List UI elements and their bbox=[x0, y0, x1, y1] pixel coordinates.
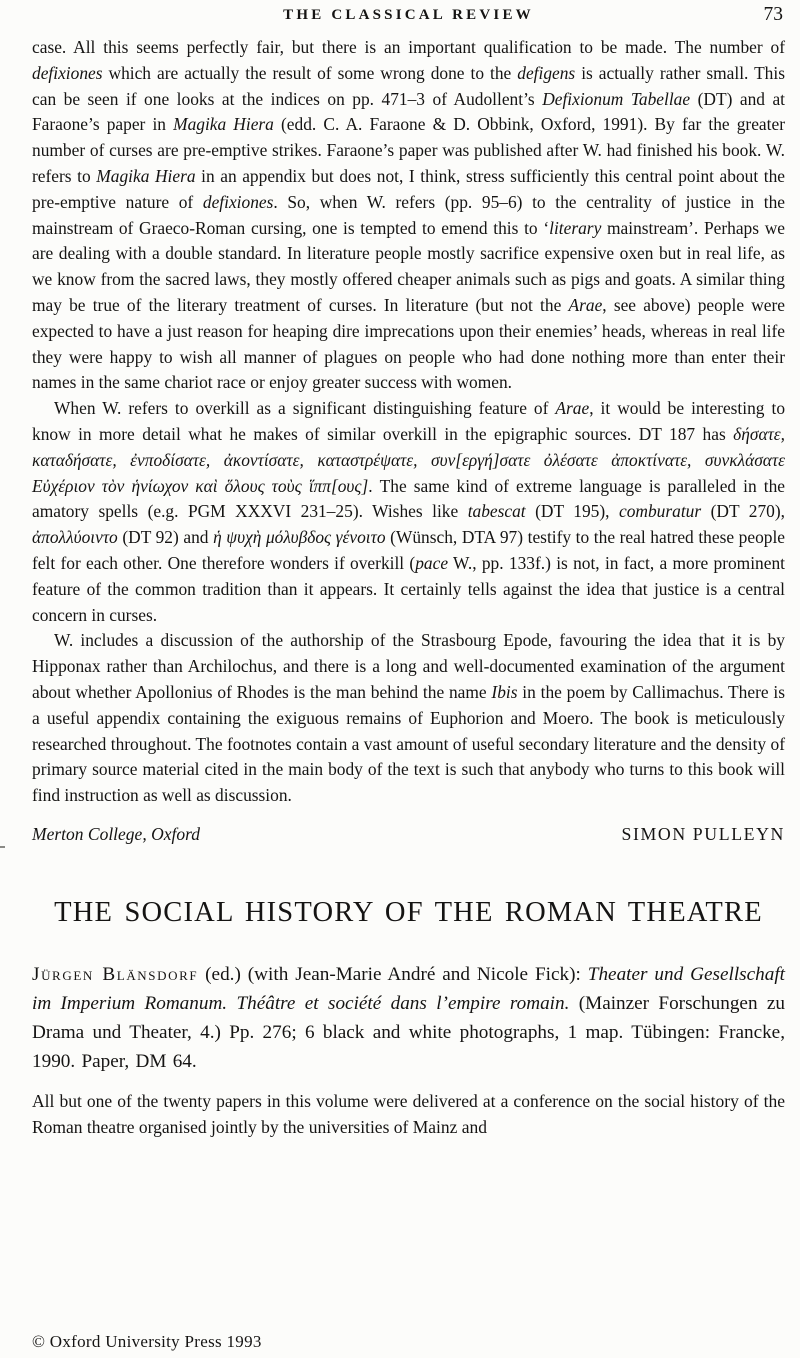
running-head bbox=[32, 4, 785, 28]
review-body bbox=[32, 35, 785, 809]
review-paragraph-continuation: case. All this seems perfectly fair, but there is an important qualification to be made. The number of defixiones which are actually the result of some wrong done to the defigens is actually rather small. This can be seen if one looks at the indices on pp. 471–3 of Audollent’s Defixionum Tabellae (DT) and at Faraone’s paper in Magika Hiera (edd. C. A. Faraone & D. Obbink, Oxford, 1991). By far the greater number of curses are pre-emptive strikes. Faraone’s paper was published after W. had finished his book. W. refers to Magika Hiera in an appendix but does not, I think, stress sufficiently this central point about the pre-emptive nature of defixiones. So, when W. refers (pp. 95–6) to the centrality of justice in the mainstream of Graeco-Roman cursing, one is tempted to emend this to ‘literary mainstream’. Perhaps we are dealing with a double standard. In literature people mostly sacrifice expensive oxen but in real life, as we know from the sacred laws, they mostly offered cheaper animals such as pigs and goats. A similar thing may be true of the literary treatment of curses. In literature (but not the Arae, see above) people were expected to have a just reason for heaping dire imprecations upon their enemies’ heads, whereas in real life they were happy to wish all manner of plagues on people who had done nothing more than enter their names in the same chariot race or enjoy greater success with women. bbox=[32, 37, 786, 393]
reviewer-affiliation: Merton College, Oxford bbox=[32, 823, 201, 844]
journal-title: THE CLASSICAL REVIEW bbox=[283, 7, 534, 23]
bibliographic-entry: Jürgen Blänsdorf (ed.) (with Jean-Marie André and Nicole Fick): Theater und Gesellschaft im Imperium Romanum. Théâtre et société dans l’empire romain. (Mainzer Forschungen zu Drama und Theater, 4.) Pp. 276; 6 black and white photographs, 1 map. Tübingen: Francke, 1990. Paper, DM 64. bbox=[32, 963, 785, 1072]
review-signature bbox=[32, 824, 785, 845]
reviewer-name: SIMON PULLEYN bbox=[621, 823, 785, 844]
review-paragraph-overkill: When W. refers to overkill as a significant distinguishing feature of Arae, it would be interesting to know in more detail what he makes of similar overkill in the epigraphic sources. DT 187 has δήσατε, καταδήσατε, ἐνποδίσατε, ἀκοντίσατε, καταστρέψατε, συν[εργή]σατε ὀλέσατε ἀποκτίνατε, συνκλάσατε Εὐχέριον τὸν ἡνίωχον καὶ ὅλους τοὺς ἵππ[ους]. The same kind of extreme language is paralleled in the amatory spells (e.g. PGM XXXVI 231–25). Wishes like tabescat (DT 195), comburatur (DT 270), ἀπολλύοιντο (DT 92) and ἡ ψυχὴ μόλυβδος γένοιτο (Wünsch, DTA 97) testify to the real hatred these people felt for each other. One therefore wonders if overkill (pace W., pp. 133f.) is not, in fact, a more prominent feature of the common tradition than it appears. It certainly tells against the idea that justice is a central concern in curses. bbox=[32, 398, 786, 625]
copyright-notice: © Oxford University Press 1993 bbox=[32, 1332, 262, 1351]
article-heading: THE SOCIAL HISTORY OF THE ROMAN THEATRE bbox=[54, 896, 763, 928]
page-number: 73 bbox=[763, 4, 783, 25]
article-opening-paragraph: All but one of the twenty papers in this volume were delivered at a conference on the social history of the Roman theatre organised jointly by the universities of Mainz and bbox=[32, 1090, 785, 1137]
scan-artifact bbox=[0, 846, 5, 848]
review-paragraph-conclusion: W. includes a discussion of the authorship of the Strasbourg Epode, favouring the idea that it is by Hipponax rather than Archilochus, and there is a long and well-documented examination of the argument about whether Apollonius of Rhodes is the man behind the name Ibis in the poem by Callimachus. There is a useful appendix containing the exiguous remains of Euphorion and Moero. The book is meticulously researched throughout. The footnotes contain a vast amount of useful secondary literature and the density of primary source material cited in the main body of the text is such that anybody who turns to this book will find instruction as well as discussion. bbox=[32, 630, 785, 806]
